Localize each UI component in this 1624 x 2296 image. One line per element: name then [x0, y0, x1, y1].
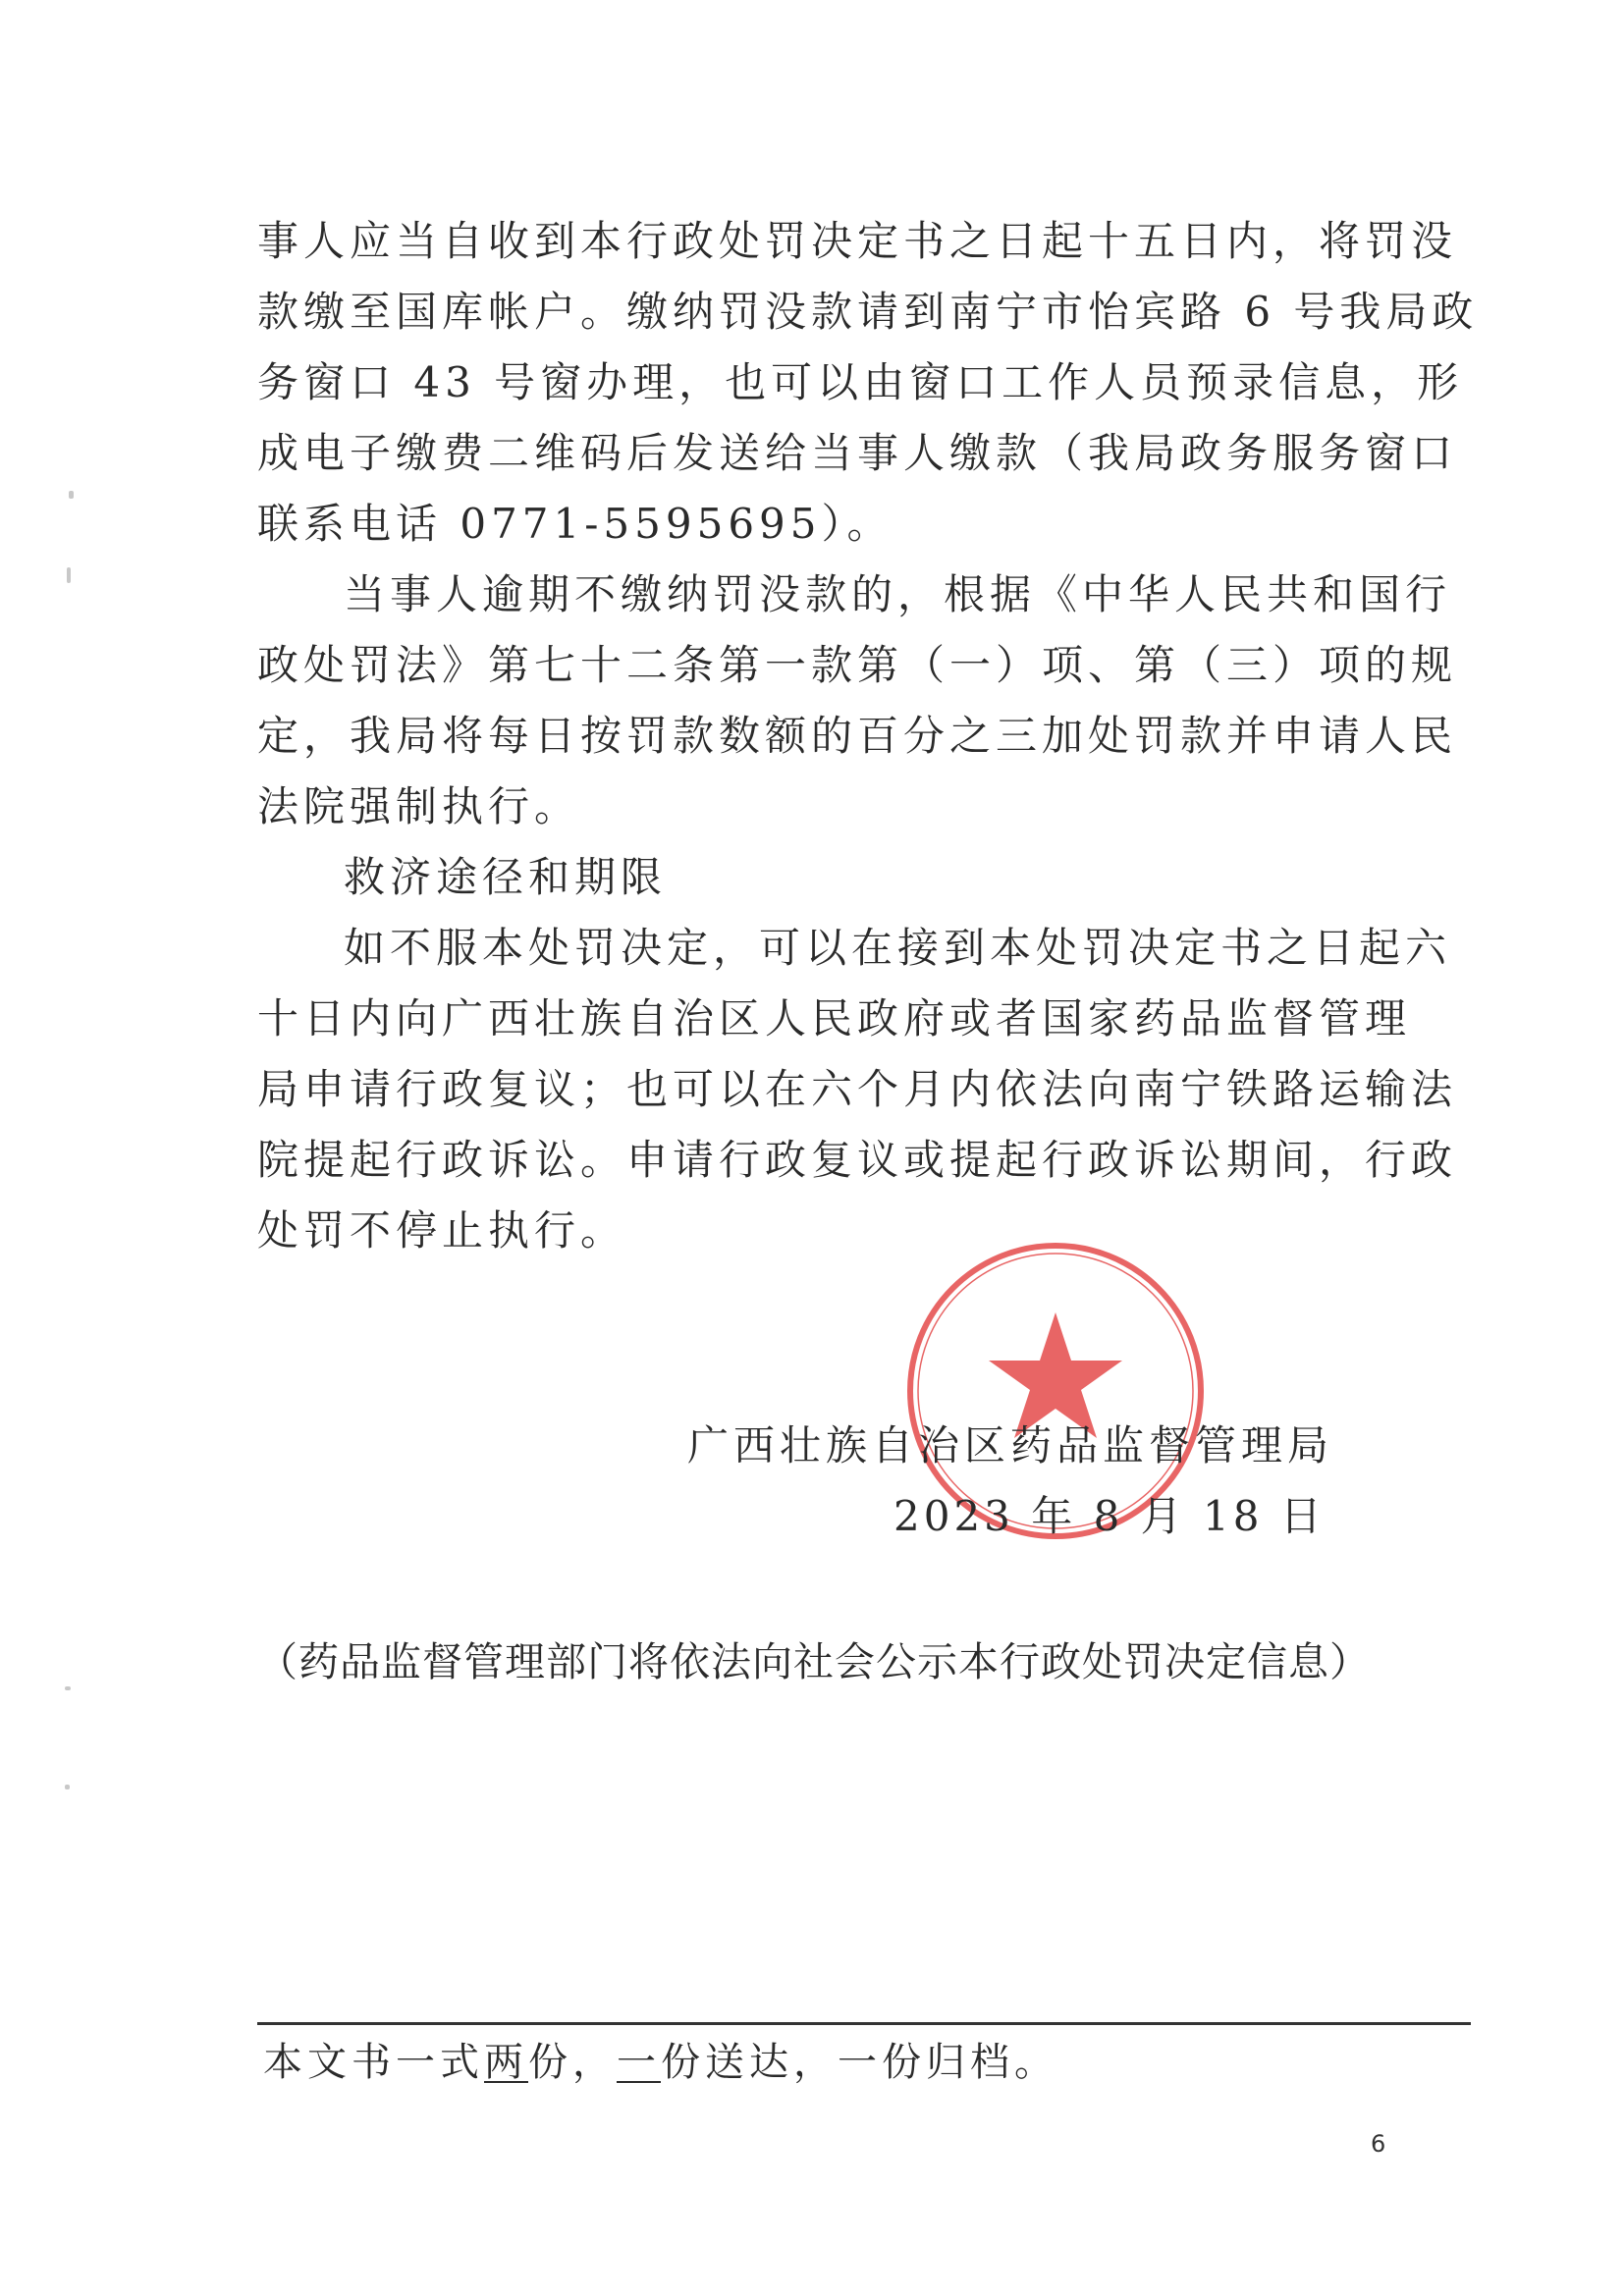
footer-divider: [257, 2022, 1471, 2025]
text-line: 成电子缴费二维码后发送给当事人缴款（我局政务服务窗口: [257, 429, 1458, 477]
remedy-paragraph: [257, 913, 1458, 1266]
remedy-heading: 救济途径和期限: [344, 853, 668, 901]
scan-speck: [67, 567, 71, 583]
decision-body: [257, 206, 1479, 1266]
page-number: 6: [1371, 2130, 1386, 2158]
issuing-organization: 广西壮族自治区药品监督管理局: [687, 1421, 1334, 1469]
text-line: 联系电话 0771-5595695）。: [257, 500, 893, 548]
issue-date: 2023 年 8 月 18 日: [893, 1492, 1326, 1540]
delivered-copy: 一: [617, 2040, 661, 2085]
text-line: 务窗口 43 号窗办理，也可以由窗口工作人员预录信息，形: [257, 358, 1464, 406]
scan-speck: [65, 1785, 70, 1789]
text-line: 定，我局将每日按罚款数额的百分之三加处罚款并申请人民: [257, 712, 1458, 760]
text-line: 款缴至国库帐户。缴纳罚没款请到南宁市怡宾路 6 号我局政: [257, 288, 1479, 336]
text-line: 政处罚法》第七十二条第一款第（一）项、第（三）项的规: [257, 641, 1458, 689]
scan-speck: [69, 491, 74, 499]
copies-middle: 份，: [528, 2040, 617, 2085]
text-line: 事人应当自收到本行政处罚决定书之日起十五日内，将罚没: [257, 217, 1458, 265]
copies-prefix: 本文书一式: [263, 2040, 484, 2085]
overdue-paragraph: [257, 560, 1458, 842]
payment-paragraph: [257, 206, 1479, 560]
text-line: 法院强制执行。: [257, 782, 581, 830]
copies-count: 两: [484, 2040, 528, 2085]
text-line: 如不服本处罚决定，可以在接到本处罚决定书之日起六: [344, 924, 1452, 972]
text-line: 当事人逾期不缴纳罚没款的，根据《中华人民共和国行: [344, 570, 1452, 618]
publicity-notice: （药品监督管理部门将依法向社会公示本行政处罚决定信息）: [257, 1638, 1371, 1685]
text-line: 十日内向广西壮族自治区人民政府或者国家药品监督管理: [257, 994, 1412, 1042]
text-line: 处罚不停止执行。: [257, 1206, 627, 1255]
text-line: 局申请行政复议；也可以在六个月内依法向南宁铁路运输法: [257, 1065, 1458, 1113]
scan-speck: [65, 1686, 71, 1690]
text-line: 院提起行政诉讼。申请行政复议或提起行政诉讼期间，行政: [257, 1136, 1458, 1184]
copies-suffix: 份送达，一份归档。: [661, 2040, 1058, 2085]
copies-statement: [263, 2030, 1058, 2095]
